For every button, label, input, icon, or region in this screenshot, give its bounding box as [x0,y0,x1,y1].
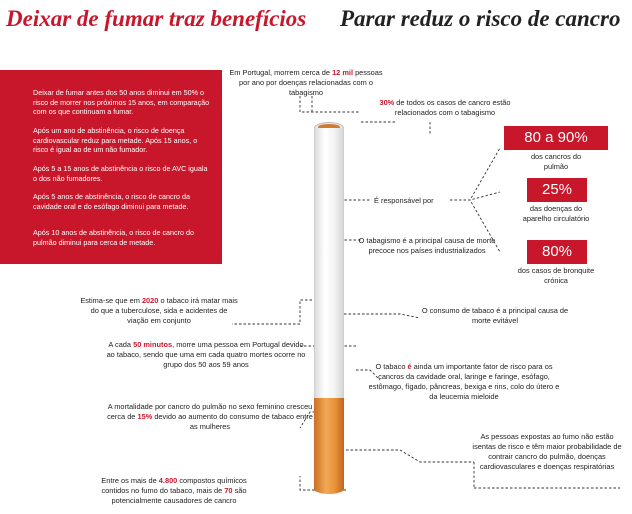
stat-label: dos cancros do pulmão [530,152,582,171]
benefit-text: Após um ano de abstinência, o risco de doença cardiovascular reduz para metade. Após 15 anos, o risco é igual ao de um não fumador. [33,126,198,154]
stat-label: dos casos de bronquite crónica [517,266,595,285]
fact-portugal: Em Portugal, morrem cerca de 12 mil pessoas por ano por doenças relacionadas com o tabagismo [229,68,383,97]
fact-responsible: É responsável por [374,196,434,205]
fact-50-minutes: A cada 50 minutos, morre uma pessoa em Portugal devido ao tabaco, sendo que uma em cada quatro mortes ocorre no grupo dos 50 aos 59 anos [106,340,306,369]
fact-avoidable: O consumo de tabaco é a principal causa de morte evitável [421,306,569,325]
stat-value: 80 a 90% [504,126,608,150]
fact-women: A mortalidade por cancro do pulmão no sexo feminino cresceu cerca de 15% devido ao aumento do consumo de tabaco entre as mulheres [107,402,313,431]
stat-label: das doenças do aparelho circulatório [522,204,590,223]
stat-circulatory [504,178,608,223]
cigarette-paper [314,128,344,398]
benefit-text: Após 5 a 15 anos de abstinência o risco de AVC iguala o dos não fumadores. [33,164,208,183]
fact-preventable: O tabagismo é a principal causa de morte precoce nos países industrializados [358,236,496,255]
stat-value: 25% [527,178,587,202]
title-benefits: Deixar de fumar traz benefícios [6,6,307,31]
benefit-text: Após 5 anos de abstinência, o risco de cancro da cavidade oral e do esófago diminui para metade. [33,192,191,211]
stat-value: 80% [527,240,587,264]
title-risk: Parar reduz o risco de cancro [340,6,621,31]
fact-cancer-share: 30% de todos os casos de cancro estão relacionados com o tabagismo [379,98,511,117]
benefit-text: Após 10 anos de abstinência, o risco de cancro do pulmão diminui para cerca de metade. [33,228,195,247]
fact-chemicals: Entre os mais de 4.800 compostos químicos contidos no fumo do tabaco, mais de 70 são potencialmente causadores de cancro [101,476,247,505]
stat-bronchitis [504,240,608,285]
fact-2020: Estima-se que em 2020 o tabaco irá matar mais do que a tuberculose, sida e acidentes de viação em conjunto [80,296,238,325]
fact-passive-smoking: As pessoas expostas ao fumo não estão isentas de risco e têm maior probabilidade de contrair cancro do pulmão, doenças cardiovasculares e doenças respiratórias [472,432,622,471]
fact-risk-factor: O tabaco é ainda um importante fator de risco para os cancros da cavidade oral, laringe e faringe, esófago, estômago, fígado, pâncreas, bexiga e rins, colo do útero e da leucemia mieloide [368,362,560,401]
cigarette-filter [314,398,344,494]
benefit-text: Deixar de fumar antes dos 50 anos diminui em 50% o risco de morrer nos próximos 15 anos, em comparação com os que continuam a fumar. [33,88,210,116]
stat-lung-cancer [504,126,608,171]
cigarette [314,122,344,494]
